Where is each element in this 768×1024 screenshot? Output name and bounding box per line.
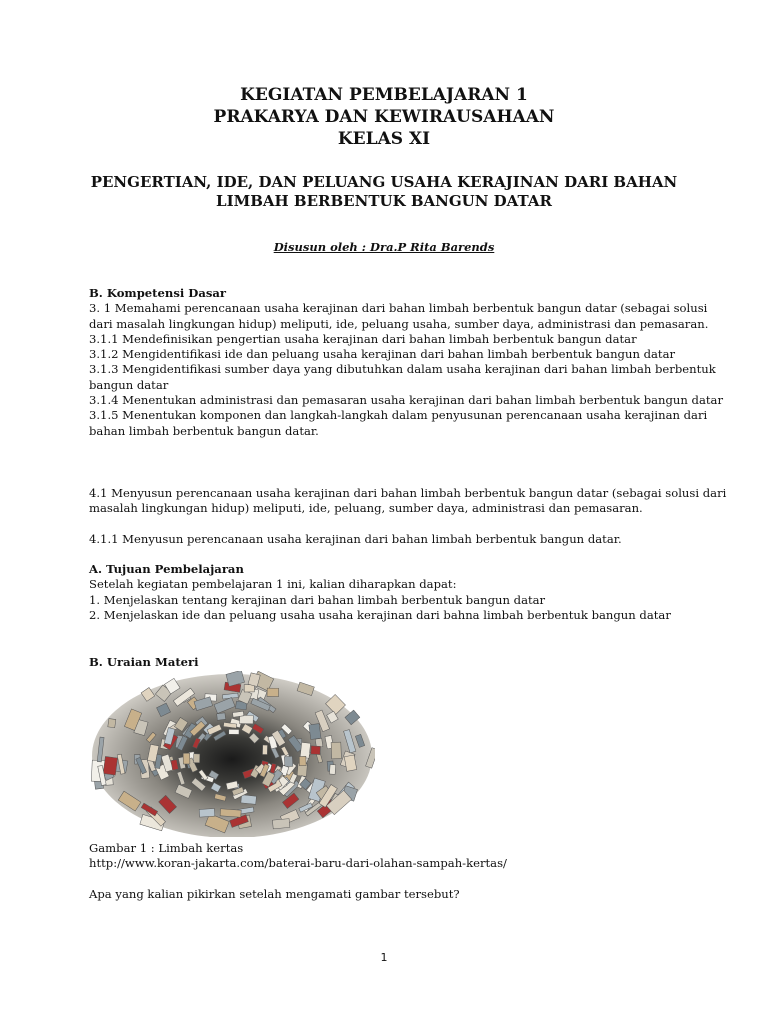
paper-scrap: [311, 746, 321, 755]
kompetensi-heading: B. Kompetensi Dasar: [89, 286, 227, 300]
paper-scrap: [309, 724, 321, 740]
paper-scrap: [284, 756, 293, 766]
uraian-heading: B. Uraian Materi: [89, 655, 199, 669]
paper-scrap: [103, 756, 117, 775]
waste-paper-image: [89, 671, 375, 837]
kompetensi-item: 3.1.2 Mengidentifikasi ide dan peluang usaha kerajinan dari bahan limbah berbentuk bangun datar: [89, 347, 676, 362]
kompetensi-section: [89, 286, 729, 439]
waste-paper-photo: [89, 671, 375, 837]
paper-scrap: [220, 809, 241, 817]
paper-scrap: [300, 742, 310, 758]
author-line: [0, 240, 768, 254]
page-number: 1: [380, 951, 388, 964]
paper-scrap: [241, 795, 257, 805]
tujuan-heading: A. Tujuan Pembelajaran: [89, 562, 244, 576]
author-text: Disusun oleh : Dra.P Rita Barends: [273, 240, 495, 254]
title-line-3: KELAS XI: [337, 129, 431, 149]
paper-scrap: [217, 713, 226, 720]
paper-scrap: [199, 809, 215, 818]
paper-scrap: [193, 754, 199, 763]
kompetensi-item: 3.1.5 Menentukan komponen dan langkah-langkah dalam penyusunan perencanaan usaha kerajinan dari bahan limbah berbentuk bangun datar.: [89, 408, 708, 438]
paper-scrap: [329, 765, 335, 775]
tujuan-section: [89, 562, 729, 623]
paper-scrap: [331, 742, 341, 759]
paper-scrap: [239, 715, 253, 724]
tujuan-intro: Setelah kegiatan pembelajaran 1 ini, kalian diharapkan dapat:: [89, 577, 457, 592]
title-line-2: PRAKARYA DAN KEWIRAUSAHAAN: [213, 107, 555, 127]
paper-scrap: [229, 729, 239, 734]
kompetensi-411: 4.1.1 Menyusun perencanaan usaha kerajinan dari bahan limbah berbentuk bangun datar.: [89, 532, 622, 546]
kompetensi-item: 3.1.3 Mengidentifikasi sumber daya yang dibutuhkan dalam usaha kerajinan dari bahan limbah berbentuk bangun datar: [89, 362, 716, 392]
paper-scrap: [267, 688, 279, 697]
title-line-1: KEGIATAN PEMBELAJARAN 1: [240, 85, 528, 105]
tujuan-item: 2. Menjelaskan ide dan peluang usaha usaha kerajinan dari bahna limbah berbentuk bangun datar: [89, 607, 671, 622]
document-subtitle: PENGERTIAN, IDE, DAN PELUANG USAHA KERAJINAN DARI BAHAN LIMBAH BERBENTUK BANGUN DATAR: [90, 173, 678, 210]
figure-source-link[interactable]: http://www.koran-jakarta.com/baterai-baru-dari-olahan-sampah-kertas/: [89, 856, 507, 871]
paper-scrap: [262, 745, 267, 755]
kompetensi-item: 3.1.4 Menentukan administrasi dan pemasaran usaha kerajinan dari bahan limbah berbentuk bangun datar: [89, 393, 723, 408]
kompetensi-item: 3.1.1 Mendefinisikan pengertian usaha kerajinan dari bahan limbah berbentuk bangun datar: [89, 331, 637, 346]
kompetensi-41: 4.1 Menyusun perencanaan usaha kerajinan dari bahan limbah berbentuk bangun datar (sebagai solusi dari masalah lingkungan hidup) meliputi, ide, peluang, sumber daya, administrasi dan pemasaran.: [89, 486, 727, 516]
paper-scrap: [108, 719, 116, 728]
paper-scrap: [183, 753, 190, 764]
figure-caption: Gambar 1 : Limbah kertas: [89, 841, 244, 855]
figure-caption-block: [89, 841, 729, 872]
kompetensi-item: 3. 1 Memahami perencanaan usaha kerajinan dari bahan limbah berbentuk bangun datar (sebagai solusi dari masalah lingkungan hidup) meliputi, ide, peluang usaha, sumber daya, administrasi dan pemasaran.: [89, 301, 709, 331]
document-title: [0, 84, 768, 150]
uraian-question: Apa yang kalian pikirkan setelah mengamati gambar tersebut?: [89, 887, 460, 901]
paper-scrap: [299, 756, 306, 765]
paper-scrap: [272, 819, 289, 829]
tujuan-item: 1. Menjelaskan tentang kerajinan dari bahan limbah berbentuk bangun datar: [89, 592, 546, 607]
